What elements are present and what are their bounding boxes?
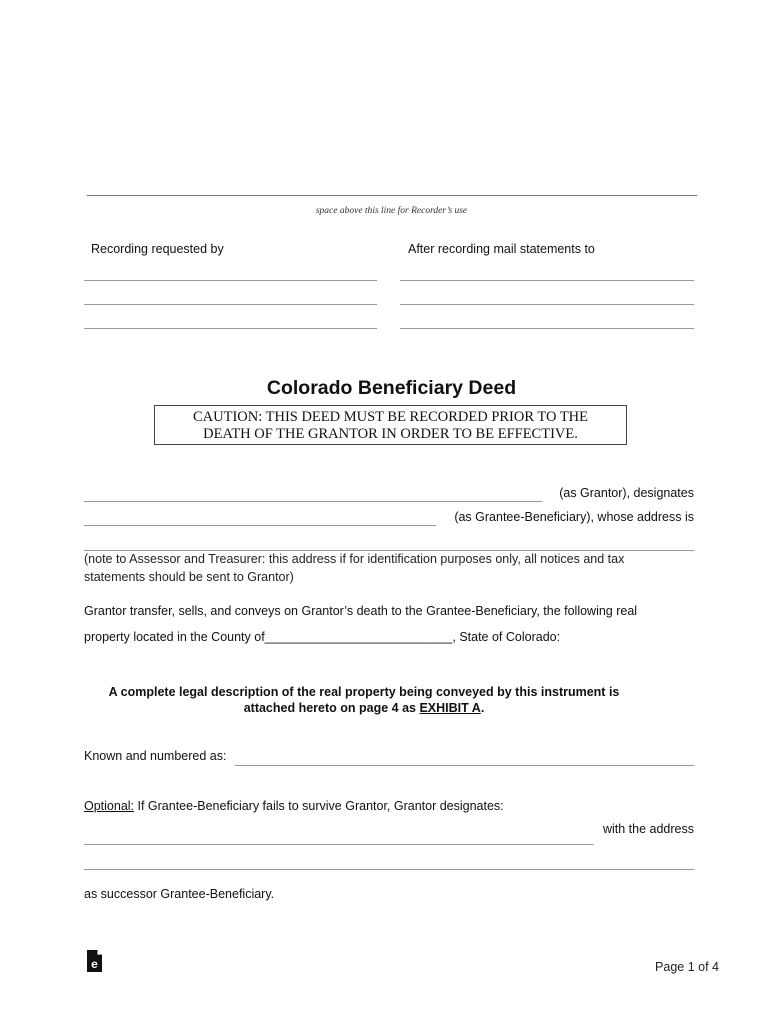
mail-statements-to-field-1[interactable]	[400, 280, 694, 281]
successor-address-field[interactable]	[84, 869, 694, 870]
recording-requested-by-field-1[interactable]	[84, 280, 377, 281]
recorder-line	[87, 195, 697, 196]
mail-statements-to-field-3[interactable]	[400, 328, 694, 329]
grantor-name-field[interactable]	[84, 501, 542, 502]
conveyance-line-1: Grantor transfer, sells, and conveys on Grantor’s death to the Grantee-Beneficiary, the following real	[84, 604, 638, 618]
conveyance-line-2	[84, 630, 560, 644]
with-address-suffix: with the address	[602, 822, 694, 836]
optional-label: Optional:	[84, 799, 135, 813]
legal-description-prefix: attached hereto on page 4 as	[243, 701, 420, 715]
caution-line-2: DEATH OF THE GRANTOR IN ORDER TO BE EFFECTIVE.	[203, 426, 578, 442]
legal-description-line-2	[84, 700, 644, 716]
grantee-name-field[interactable]	[84, 525, 436, 526]
county-field[interactable]: ___________________________	[264, 630, 453, 644]
legal-description-line-1: A complete legal description of the real property being conveyed by this instrument is	[108, 685, 620, 699]
optional-paragraph	[84, 799, 504, 813]
grantee-address-field[interactable]	[84, 550, 694, 551]
mail-statements-to-label: After recording mail statements to	[408, 242, 595, 256]
assessor-note-line-2: statements should be sent to Grantor)	[84, 570, 294, 584]
page-title: Colorado Beneficiary Deed	[266, 377, 517, 399]
assessor-note-line-1: (note to Assessor and Treasurer: this address if for identification purposes only, all notices and tax	[84, 552, 625, 566]
legal-description-suffix: .	[480, 701, 485, 715]
recording-requested-by-field-2[interactable]	[84, 304, 377, 305]
legal-description-notice	[84, 684, 644, 716]
page-number: Page 1 of 4	[655, 960, 719, 974]
successor-name-field[interactable]	[84, 844, 594, 845]
grantor-suffix: (as Grantor), designates	[559, 486, 694, 500]
mail-statements-to-field-2[interactable]	[400, 304, 694, 305]
document-logo-icon	[87, 950, 102, 972]
logo-letter: e	[91, 957, 98, 971]
county-suffix: , State of Colorado:	[452, 630, 561, 644]
successor-closing: as successor Grantee-Beneficiary.	[84, 887, 275, 901]
known-as-label: Known and numbered as:	[84, 749, 227, 763]
caution-line-1: CAUTION: THIS DEED MUST BE RECORDED PRIOR TO THE	[192, 409, 589, 425]
exhibit-a-reference: EXHIBIT A	[419, 701, 481, 715]
recording-requested-by-label: Recording requested by	[91, 242, 224, 256]
county-prefix: property located in the County of	[84, 630, 265, 644]
recording-requested-by-field-3[interactable]	[84, 328, 377, 329]
caution-box	[154, 405, 627, 445]
known-as-field[interactable]	[235, 765, 694, 766]
grantee-suffix: (as Grantee-Beneficiary), whose address is	[454, 510, 694, 524]
optional-text: If Grantee-Beneficiary fails to survive Grantor, Grantor designates:	[134, 799, 504, 813]
recorder-note: space above this line for Recorder’s use	[315, 206, 468, 216]
